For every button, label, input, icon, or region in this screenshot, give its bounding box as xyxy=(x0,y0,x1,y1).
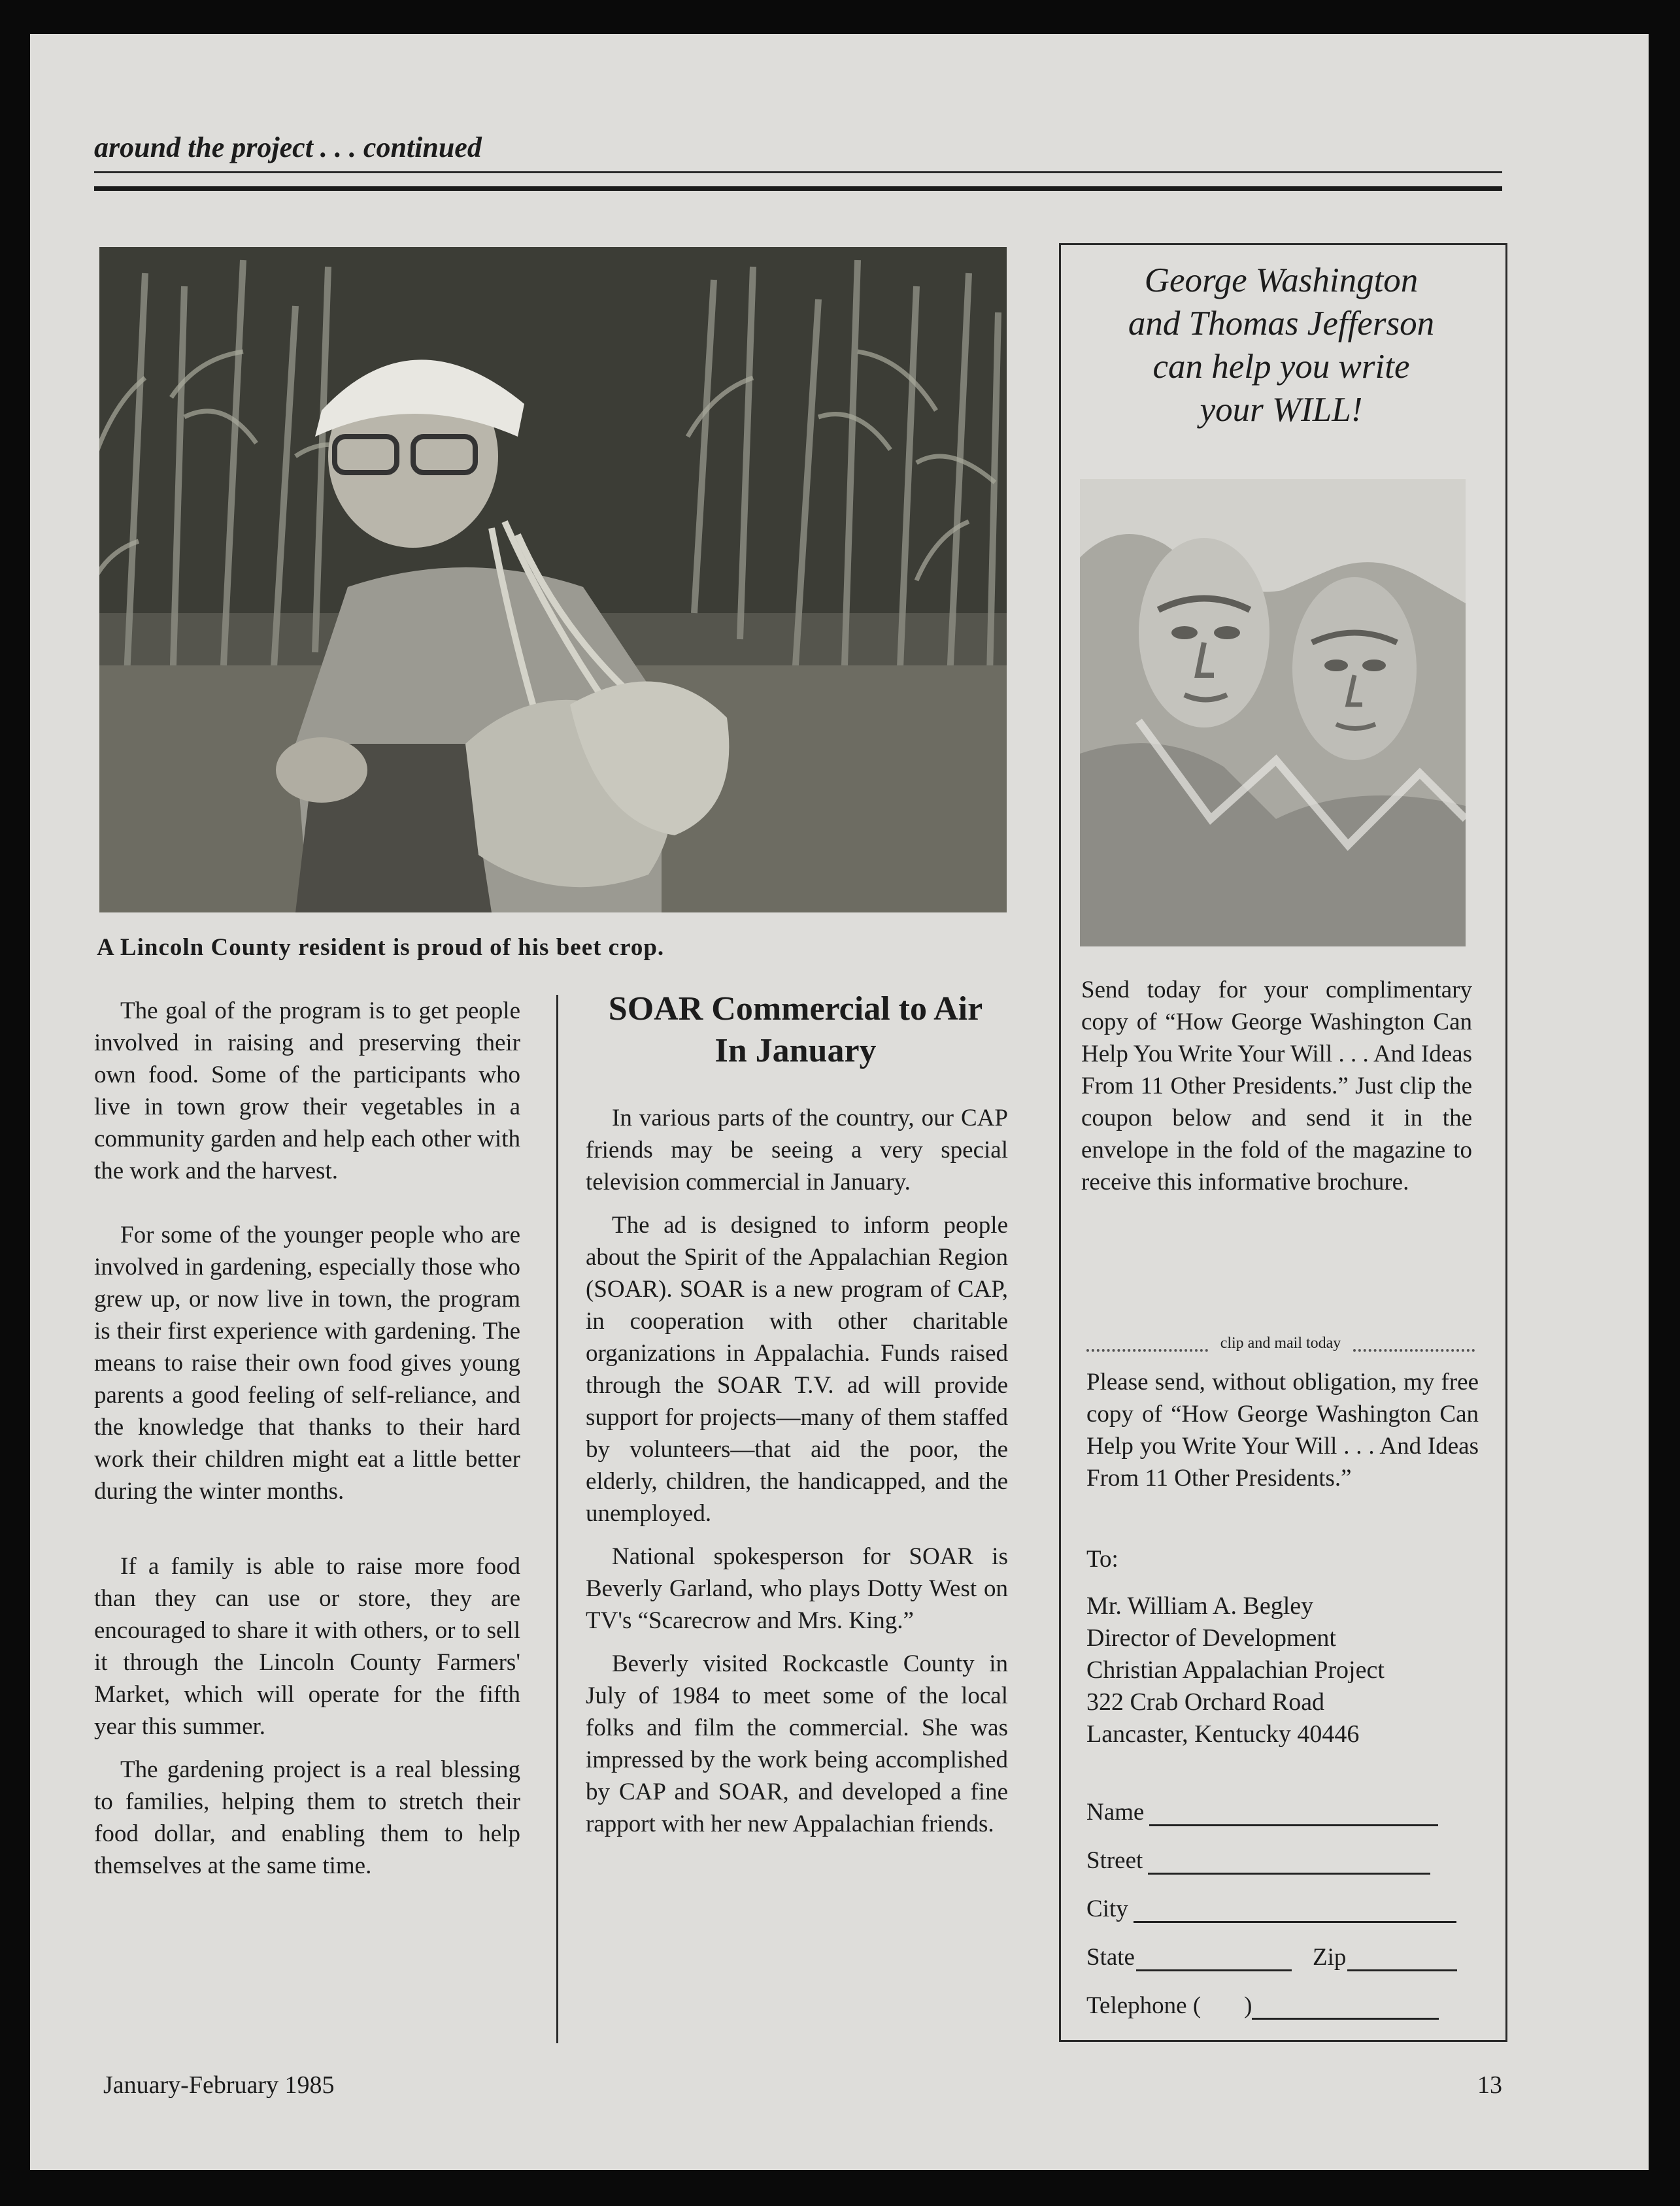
form-row-telephone xyxy=(1086,1971,1480,2020)
paragraph: For some of the younger people who are involved in gardening, especially those who grew up, or now live in town, the program is their first experience with gardening. The means to raise their own food gives young parents a good feeling of self-reliance, and the knowledge that thanks to their hard work their children might eat a little better during the winter months. xyxy=(94,1222,520,1505)
clip-line xyxy=(1086,1335,1475,1354)
state-label: State xyxy=(1086,1944,1135,1971)
city-field[interactable] xyxy=(1134,1901,1456,1923)
address-line: Christian Appalachian Project xyxy=(1086,1656,1385,1684)
photo-caption: A Lincoln County resident is proud of his beet crop. xyxy=(97,934,665,961)
title-line: SOAR Commercial to Air xyxy=(608,990,983,1028)
paragraph: The ad is designed to inform people about the Spirit of the Appalachian Region (SOAR). SOAR is a new program of CAP, in cooperation with other charitable organizations in Appalachia. Funds raised through the SOAR T.V. ad will provide support for projects—many of them staffed by volunteers—that aid the poor, the elderly, children, the handicapped, and the unemployed. xyxy=(586,1212,1008,1527)
form-row-name xyxy=(1086,1778,1480,1826)
coupon-text: Please send, without obligation, my free copy of “How George Washington Can Help you Write Your Will . . . And Ideas From 11 Other Presidents.” xyxy=(1086,1369,1479,1492)
address-line: 322 Crab Orchard Road xyxy=(1086,1688,1325,1716)
form-row-city xyxy=(1086,1875,1480,1923)
dotted-cut-line xyxy=(1086,1349,1208,1352)
form-row-street xyxy=(1086,1826,1480,1875)
name-field[interactable] xyxy=(1149,1805,1438,1826)
mount-rushmore-icon xyxy=(1080,479,1466,946)
telephone-field[interactable] xyxy=(1252,1998,1439,2020)
header-rule-thick xyxy=(94,186,1502,191)
article-column-1 xyxy=(94,995,520,1882)
zip-label: Zip xyxy=(1312,1944,1347,1971)
running-head: around the project . . . continued xyxy=(94,131,482,163)
city-label: City xyxy=(1086,1896,1128,1922)
headline-line: George Washington xyxy=(1144,261,1419,299)
address-line: Mr. William A. Begley xyxy=(1086,1592,1314,1620)
soar-article-title xyxy=(570,988,1021,1072)
paragraph: National spokesperson for SOAR is Beverly Garland, who plays Dotty West on TV's “Scarecrow and Mrs. King.” xyxy=(586,1543,1008,1634)
telephone-paren: ) xyxy=(1244,1992,1252,2019)
mailing-address xyxy=(1086,1590,1385,1750)
zip-field[interactable] xyxy=(1347,1950,1457,1971)
dotted-cut-line xyxy=(1353,1349,1475,1352)
name-label: Name xyxy=(1086,1799,1145,1826)
coupon-form xyxy=(1086,1778,1480,2020)
telephone-label: Telephone ( xyxy=(1086,1992,1201,2019)
to-label: To: xyxy=(1086,1546,1118,1573)
article-column-2 xyxy=(586,1102,1008,1840)
form-row-state-zip xyxy=(1086,1923,1480,1971)
clip-label: clip and mail today xyxy=(1208,1335,1353,1352)
paragraph: The goal of the program is to get people involved in raising and preserving their own food. Some of the participants who live in town grow their vegetables in a community garden and help each other with the work and the harvest. xyxy=(94,997,520,1184)
address-line: Director of Development xyxy=(1086,1624,1336,1652)
address-line: Lancaster, Kentucky 40446 xyxy=(1086,1720,1360,1748)
header-rule-thin xyxy=(94,171,1502,173)
paragraph: If a family is able to raise more food than they can use or store, they are encouraged to share it with others, or to sell it through the Lincoln County Farmers' Market, which will operate for the fifth year this summer. xyxy=(94,1553,520,1740)
title-line: In January xyxy=(714,1032,877,1069)
headline-line: your WILL! xyxy=(1200,391,1363,429)
gardener-photo-icon xyxy=(99,247,1007,912)
page-number: 13 xyxy=(1477,2071,1502,2099)
ad-body-text: Send today for your complimentary copy of “How George Washington Can Help You Write Your Will . . . And Ideas From 11 Other Presidents.” Just clip the coupon below and send it in the envelope in the fold of the magazine to receive this informative brochure. xyxy=(1081,977,1472,1195)
state-field[interactable] xyxy=(1136,1950,1292,1971)
issue-date: January-February 1985 xyxy=(103,2071,335,2099)
headline-line: can help you write xyxy=(1152,348,1410,386)
street-field[interactable] xyxy=(1148,1853,1430,1875)
ad-headline xyxy=(1072,259,1490,431)
street-label: Street xyxy=(1086,1847,1143,1874)
column-divider xyxy=(556,995,558,2043)
paragraph: The gardening project is a real blessing to families, helping them to stretch their food dollar, and enabling them to help themselves at the same time. xyxy=(94,1756,520,1879)
paragraph: In various parts of the country, our CAP friends may be seeing a very special television commercial in January. xyxy=(586,1105,1008,1195)
paragraph: Beverly visited Rockcastle County in July of 1984 to meet some of the local folks and film the commercial. She was impressed by the work being accomplished by CAP and SOAR, and developed a fine rapport with her new Appalachian friends. xyxy=(586,1650,1008,1837)
headline-line: and Thomas Jefferson xyxy=(1128,305,1435,343)
